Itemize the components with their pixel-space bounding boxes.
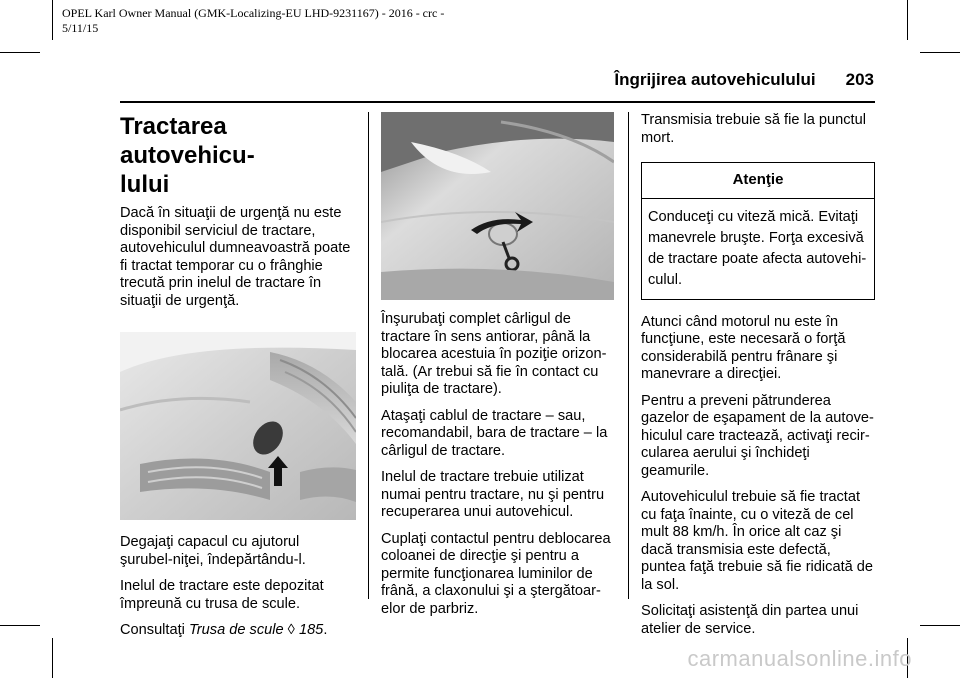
cross-reference-link[interactable]: Trusa de scule [188,622,284,638]
page-number: 203 [845,70,874,89]
column-divider [628,112,629,599]
paragraph: Pentru a preveni pătrunderea gazelor de eşapament de la autove-hiculul care tractează, activaţi recir-cularea aerului şi închideţi geamurile. [641,392,874,479]
header-rule [120,101,875,103]
tow-eye-illustration [381,112,614,300]
column-2 [381,112,616,627]
running-header [614,70,874,90]
paragraph: Inelul de tractare este depozitat împreună cu trusa de scule. [120,578,324,612]
section-heading: Tractarea autovehicu- lului [120,113,255,198]
paragraph: Transmisia trebuie să fie la punctul mort. [641,112,866,146]
warning-box [641,162,875,300]
paragraph: Cuplaţi contactul pentru deblocarea coloanei de direcţie şi pentru a permite funcţionarea luminilor de frână, a claxonului şi a ştergătoar-elor de parbriz. [381,530,611,617]
paragraph: Autovehiculul trebuie să fie tractat cu faţa înainte, cu o viteză de cel mult 88 km/h. În orice alt caz şi dacă transmisia este defectă, puntea faţă trebuie să fie ridicată de la sol. [641,489,874,593]
bumper-cover-illustration [120,332,356,520]
crop-mark [920,625,960,626]
column-3 [641,112,875,647]
column-1 [120,112,356,649]
figure-tow-eye-cover [120,332,356,520]
paragraph: Atunci când motorul nu este în funcţiune, este necesară o forţă considerabilă pentru frânare şi manevrare a direcţiei. [641,313,846,382]
crop-mark [52,638,53,678]
paragraph: Dacă în situaţii de urgenţă nu este disponibil serviciul de tractare, autovehiculul dumneavoastră poate fi tractat temporar cu o frânghie trecută prin inelul de tractare în situaţii de urgenţă. [120,205,351,309]
column-divider [368,112,369,599]
figure-tow-eye-screwing [381,112,614,300]
paragraph: Înşurubaţi complet cârligul de tractare în sens antiorar, până la blocarea acestuia în poziţie orizon-tală. (Ar trebui să fie în contact cu piuliţa de tractare). [381,311,607,397]
crop-mark [0,52,40,53]
crop-mark [907,0,908,40]
reference-page[interactable]: 185 [298,622,324,638]
document-meta: OPEL Karl Owner Manual (GMK-Localizing-EU LHD-9231167) - 2016 - crc - 5/11/15 [62,6,445,35]
warning-title: Atenţie [642,163,874,199]
paragraph-reference: Consultaţi Trusa de scule ◊ 185. [120,622,328,638]
paragraph: Inelul de tractare trebuie utilizat numai pentru tractare, nu şi pentru recuperarea unui autovehicul. [381,469,605,520]
crop-mark [52,0,53,40]
reference-arrow-icon: ◊ [287,622,295,638]
warning-text: Conduceţi cu viteză mică. Evitaţi manevrele bruşte. Forţa excesivă de tractare poate afecta autovehi-culul. [648,208,867,288]
paragraph: Solicitaţi asistenţă din partea unui atelier de service. [641,603,859,637]
watermark: carmanualsonline.info [687,646,912,671]
section-title: Îngrijirea autovehiculului [614,70,816,89]
paragraph: Degajaţi capacul cu ajutorul şurubel-niţei, îndepărtându-l. [120,534,306,568]
crop-mark [0,625,40,626]
paragraph: Ataşaţi cablul de tractare – sau, recomandabil, bara de tractare – la cârligul de tractare. [381,407,608,459]
crop-mark [920,52,960,53]
